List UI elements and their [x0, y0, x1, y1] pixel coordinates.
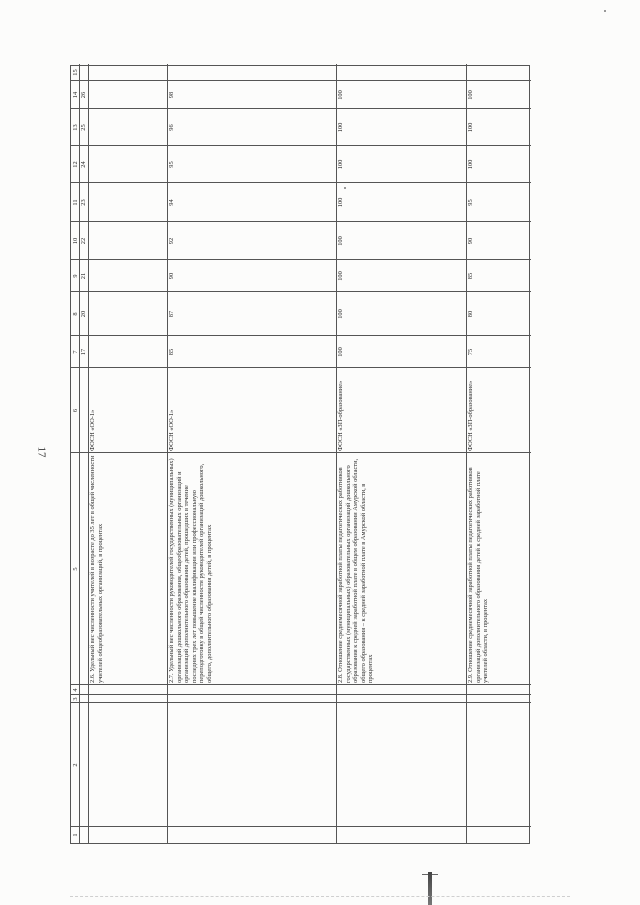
col-divider-7 — [71, 335, 531, 336]
indicator-2-9-value-col13: 100 — [467, 159, 474, 170]
indicator-2-6-description: 2.6. Удельный вес численности учителей в возрасте до 35 лет в общей численности учителей общеобразовательных организаций, в процентах — [89, 455, 104, 683]
indicator-2-8-value-col15: 100 — [337, 90, 344, 100]
year-col-14: 25 — [80, 124, 87, 131]
col-divider-1 — [71, 826, 531, 827]
year-col-11: 22 — [80, 237, 87, 245]
col-header-5: 5 — [72, 567, 79, 571]
scan-edge-line — [70, 896, 570, 897]
indicator-2-7-description: 2.7. Удельный вес численности руководителей государственных (муниципальных) организаций дошкольного образования, общеобразовательных организаций и организаций дополнительного образования детей, прошедших в течение последних трех лет повышение квалификации или профессиональную переподготовку в общей численности руководителей организаций дошкольного, общего, дополнительного образования детей, в процентах — [168, 458, 213, 683]
col-header-12: 12 — [72, 161, 79, 168]
indicator-2-6-source: ФОСН «ОО-1» — [89, 409, 96, 451]
col-header-8: 8 — [72, 312, 79, 316]
indicator-2-8-description: 2.8. Отношение среднемесячной заработной платы педагогических работников государственных (муниципальных) образовательных организаций дошкольного образования к средней заработной плате в общем образовании Амурской области, общего образования – к средней заработной плате в Амурской области, в процентах — [337, 458, 375, 683]
indicator-2-7-value-col14: 96 — [168, 124, 175, 131]
col-divider-12 — [71, 145, 531, 146]
col-divider-13 — [71, 108, 531, 109]
col-header-9: 9 — [72, 274, 79, 278]
rotated-data-table — [70, 65, 530, 844]
col-header-11: 11 — [72, 199, 79, 206]
indicator-2-9-value-col10: 85 — [467, 272, 474, 280]
indicator-2-9-description: 2.9. Отношение среднемесячной заработной платы педагогических работников организаций дополнительного образования детей к средней заработной плате учителей области, в процентах — [467, 467, 490, 683]
col-header-4: 4 — [72, 688, 79, 692]
col-header-2: 2 — [72, 763, 79, 767]
year-col-13: 24 — [80, 161, 87, 168]
indicator-2-8-value-col9: 100 — [337, 309, 344, 319]
col-divider-9 — [71, 259, 531, 260]
year-col-9: 20 — [80, 310, 87, 318]
indicator-2-9-value-col9: 80 — [467, 310, 474, 318]
col-header-14: 14 — [72, 91, 79, 99]
indicator-2-8-value-col14: 100 — [337, 122, 344, 133]
indicator-2-9-value-col15: 100 — [467, 90, 474, 100]
indicator-2-7-value-col10: 90 — [168, 272, 175, 280]
col-divider-10 — [71, 221, 531, 222]
indicator-2-7-value-col9: 87 — [168, 310, 175, 318]
year-col-10: 21 — [80, 272, 87, 280]
year-col-12: 23 — [80, 199, 87, 206]
col-divider-3 — [71, 694, 531, 695]
col-header-6: 6 — [72, 408, 79, 413]
col-divider-2 — [71, 702, 531, 703]
indicator-2-8-value-col10: 100 — [337, 271, 344, 281]
indicator-2-7-value-col12: 94 — [168, 199, 175, 206]
col-header-3: 3 — [72, 697, 79, 701]
col-divider-11 — [71, 182, 531, 183]
indicator-2-8-value-col11: 100 — [337, 236, 344, 246]
indicator-2-8-value-col8: 100 — [337, 347, 344, 357]
scan-mark — [428, 872, 432, 905]
scan-speck — [604, 10, 606, 12]
indicator-2-9-source: ФОСН «ЗП-образование» — [467, 380, 474, 451]
indicator-2-8-source: ФОСН «ЗП-образование» — [337, 380, 344, 451]
col-divider-14 — [71, 80, 531, 81]
indicator-2-8-value-col12: 100 — [337, 197, 344, 208]
scan-speck — [344, 187, 346, 189]
year-col-15: 26 — [80, 91, 87, 99]
col-header-13: 13 — [72, 124, 79, 131]
indicator-2-9-value-col8: 75 — [467, 348, 474, 356]
indicator-2-7-value-col15: 98 — [168, 91, 175, 99]
indicator-2-7-value-col11: 92 — [168, 237, 175, 245]
indicator-2-9-value-col14: 100 — [467, 122, 474, 133]
col-header-7: 7 — [72, 350, 79, 354]
col-header-1: 1 — [72, 833, 79, 837]
indicator-2-7-value-col8: 85 — [168, 348, 175, 356]
indicator-2-7-source: ФОСН «ОО-1» — [168, 409, 175, 451]
col-header-10: 10 — [72, 237, 79, 245]
year-col-8: 17 — [80, 348, 87, 356]
indicator-2-7-value-col13: 95 — [168, 161, 175, 168]
page-number: 17 — [35, 446, 48, 458]
col-header-15: 15 — [72, 69, 79, 76]
indicator-2-9-value-col11: 90 — [467, 237, 474, 245]
indicator-2-8-value-col13: 100 — [337, 159, 344, 170]
col-divider-8 — [71, 291, 531, 292]
indicator-2-9-value-col12: 95 — [467, 199, 474, 206]
